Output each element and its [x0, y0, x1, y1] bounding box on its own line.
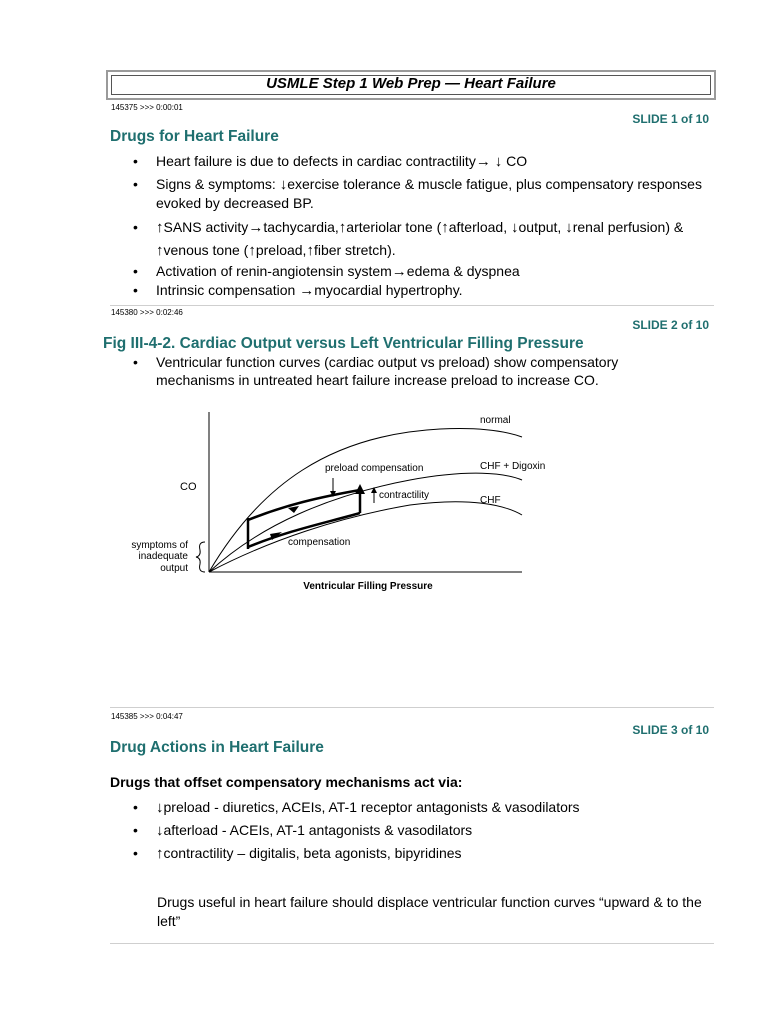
down-arrow-icon: ↓	[156, 799, 164, 816]
divider	[110, 943, 714, 944]
label-symptoms-1: symptoms of	[131, 540, 188, 551]
right-arrow-icon: →	[391, 263, 407, 280]
down-arrow-icon: ↓	[565, 219, 573, 236]
slide3-subheading: Drugs that offset compensatory mechanisms act via:	[110, 774, 463, 790]
down-arrow-icon: ↓	[494, 153, 503, 170]
curve-normal	[209, 428, 522, 572]
up-arrow-icon: ↑	[338, 219, 347, 236]
ventricular-function-figure	[110, 405, 550, 600]
label-preload: preload compensation	[325, 463, 424, 474]
list-item: • ↓preload - diuretics, ACEIs, AT-1 receptor antagonists & vasodilators	[133, 799, 580, 816]
slide3-timestamp: 145385 >>> 0:04:47	[111, 712, 183, 721]
label-symptoms-3: output	[160, 563, 188, 574]
slide2-heading: Fig III-4-2. Cardiac Output versus Left Ventricular Filling Pressure	[103, 335, 584, 352]
slide2-bullet-list	[130, 353, 690, 389]
right-arrow-icon: →	[475, 153, 491, 170]
list-item: • ↑contractility – digitalis, beta agonists, bipyridines	[133, 845, 462, 862]
slide1-label: SLIDE 1 of 10	[632, 112, 709, 126]
label-contractility: contractility	[379, 490, 430, 501]
label-normal: normal	[480, 415, 511, 426]
list-item: • Activation of renin-angiotensin system→edema & dyspnea	[133, 263, 520, 280]
list-item: • ↑SANS activity→tachycardia,↑arteriolar tone (↑afterload, ↓output, ↓renal perfusion) & ↑venous tone (↑preload,↑fiber stretch).	[133, 219, 684, 259]
slide2-label: SLIDE 2 of 10	[632, 318, 709, 332]
curve-chf-digoxin	[209, 473, 522, 572]
up-arrow-icon: ↑	[156, 845, 164, 862]
slide3-bullet-list	[130, 796, 710, 865]
slide3-heading: Drug Actions in Heart Failure	[110, 739, 324, 756]
down-arrow-icon: ↓	[511, 219, 519, 236]
title-box	[106, 70, 716, 100]
label-compensation: compensation	[288, 537, 351, 548]
x-axis-label: Ventricular Filling Pressure	[303, 581, 433, 592]
up-arrow-icon: ↑	[441, 219, 449, 236]
slide3-note: Drugs useful in heart failure should displace ventricular function curves “upward & to the left”	[157, 894, 702, 929]
page-title: USMLE Step 1 Web Prep — Heart Failure	[266, 75, 556, 92]
divider	[110, 305, 714, 306]
up-arrow-icon: ↑	[156, 219, 164, 236]
y-axis-label: CO	[180, 481, 197, 493]
down-arrow-icon: ↓	[279, 176, 288, 193]
list-item: • Signs & symptoms: ↓exercise tolerance & muscle fatigue, plus compensatory responses evoked by decreased BP.	[133, 176, 702, 211]
arrow-head	[355, 484, 365, 494]
up-arrow-icon: ↑	[156, 242, 164, 259]
list-item: • Heart failure is due to defects in cardiac contractility→ ↓ CO	[133, 153, 528, 170]
up-arrow-icon: ↑	[306, 242, 314, 259]
divider	[110, 707, 714, 708]
right-arrow-icon: →	[299, 282, 315, 299]
list-item: • ↓afterload - ACEIs, AT-1 antagonists & vasodilators	[133, 822, 473, 839]
list-item: • Ventricular function curves (cardiac output vs preload) show compensatory mechanisms in untreated heart failure increase preload to increase CO.	[133, 354, 619, 388]
slide3-label: SLIDE 3 of 10	[632, 723, 709, 737]
slide1-timestamp: 145375 >>> 0:00:01	[111, 103, 183, 112]
up-arrow-icon: ↑	[248, 242, 256, 259]
label-symptoms-2: inadequate	[138, 551, 188, 562]
slide1-heading: Drugs for Heart Failure	[110, 128, 279, 145]
down-arrow-icon: ↓	[156, 822, 164, 839]
digoxin-segment	[248, 490, 360, 520]
right-arrow-icon: →	[248, 219, 264, 236]
label-chf-digoxin: CHF + Digoxin	[480, 461, 546, 472]
label-chf: CHF	[480, 495, 501, 506]
list-item: • Intrinsic compensation →myocardial hypertrophy.	[133, 282, 463, 299]
slide2-timestamp: 145380 >>> 0:02:46	[111, 308, 183, 317]
slide1-bullet-list	[130, 152, 710, 300]
brace	[196, 542, 205, 572]
arrow-head	[371, 487, 377, 493]
